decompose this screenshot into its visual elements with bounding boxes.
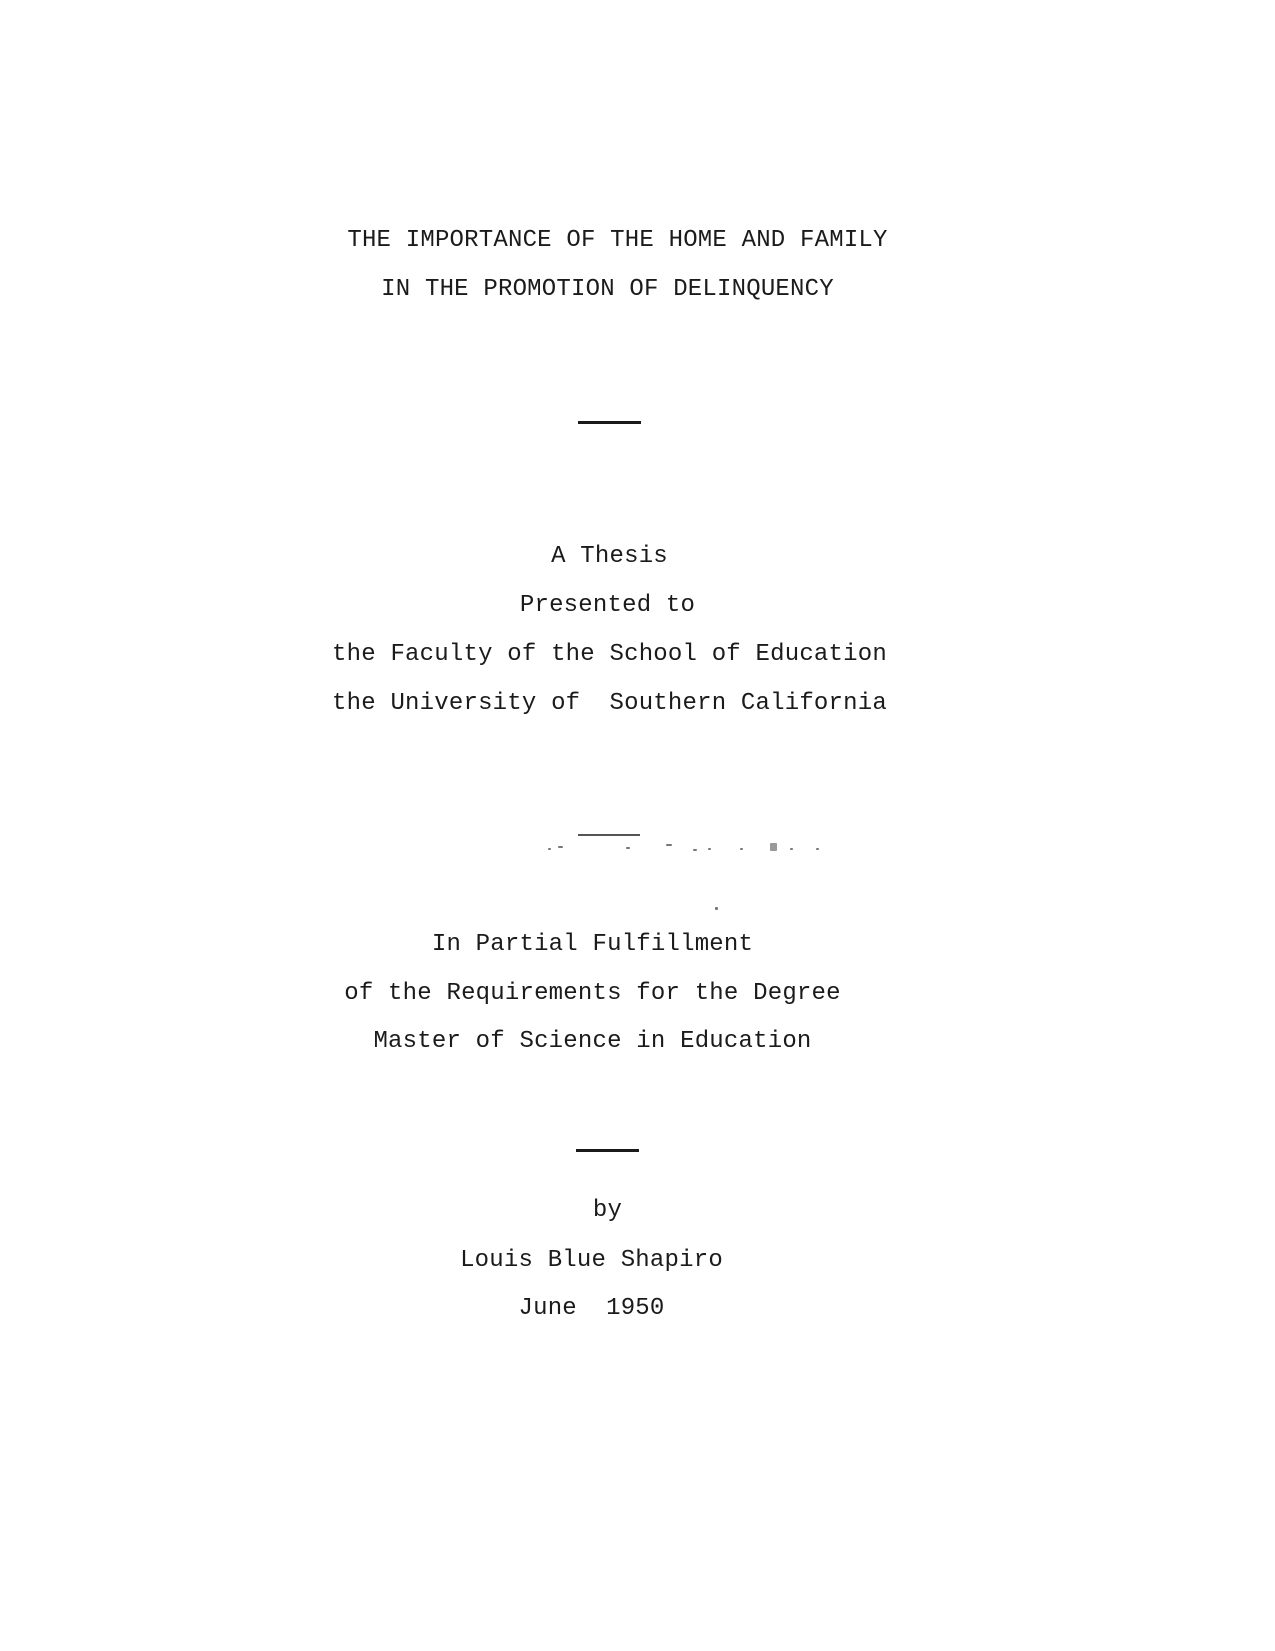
- partial-fulfillment-line: In Partial Fulfillment: [431, 931, 754, 958]
- presented-to-line: Presented to: [519, 592, 696, 619]
- thesis-title-line-1: THE IMPORTANCE OF THE HOME AND FAMILY: [347, 227, 888, 254]
- scan-speck: [666, 844, 672, 846]
- divider-rule-top: [578, 421, 641, 424]
- scan-speck: [693, 849, 697, 851]
- faculty-line: the Faculty of the School of Education: [332, 641, 887, 668]
- scan-speck: [708, 848, 711, 850]
- scan-speck: [790, 848, 793, 850]
- thesis-title-line-2: IN THE PROMOTION OF DELINQUENCY: [381, 276, 834, 303]
- author-name: Louis Blue Shapiro: [460, 1247, 723, 1274]
- by-label: by: [592, 1197, 623, 1224]
- degree-line: Master of Science in Education: [373, 1028, 812, 1055]
- thesis-label: A Thesis: [551, 543, 668, 570]
- university-line: the University of Southern California: [332, 690, 887, 717]
- scan-speck: [816, 848, 819, 850]
- requirements-line: of the Requirements for the Degree: [344, 980, 841, 1007]
- scan-speck: [770, 843, 777, 851]
- scan-speck: [548, 848, 551, 850]
- scan-speck: [715, 907, 718, 910]
- submission-date: June 1950: [518, 1295, 665, 1322]
- scan-speck: [740, 848, 743, 850]
- scan-speck: [626, 847, 630, 849]
- scan-speck: [558, 846, 563, 848]
- divider-rule-bottom: [576, 1149, 639, 1152]
- divider-rule-middle: [578, 834, 640, 836]
